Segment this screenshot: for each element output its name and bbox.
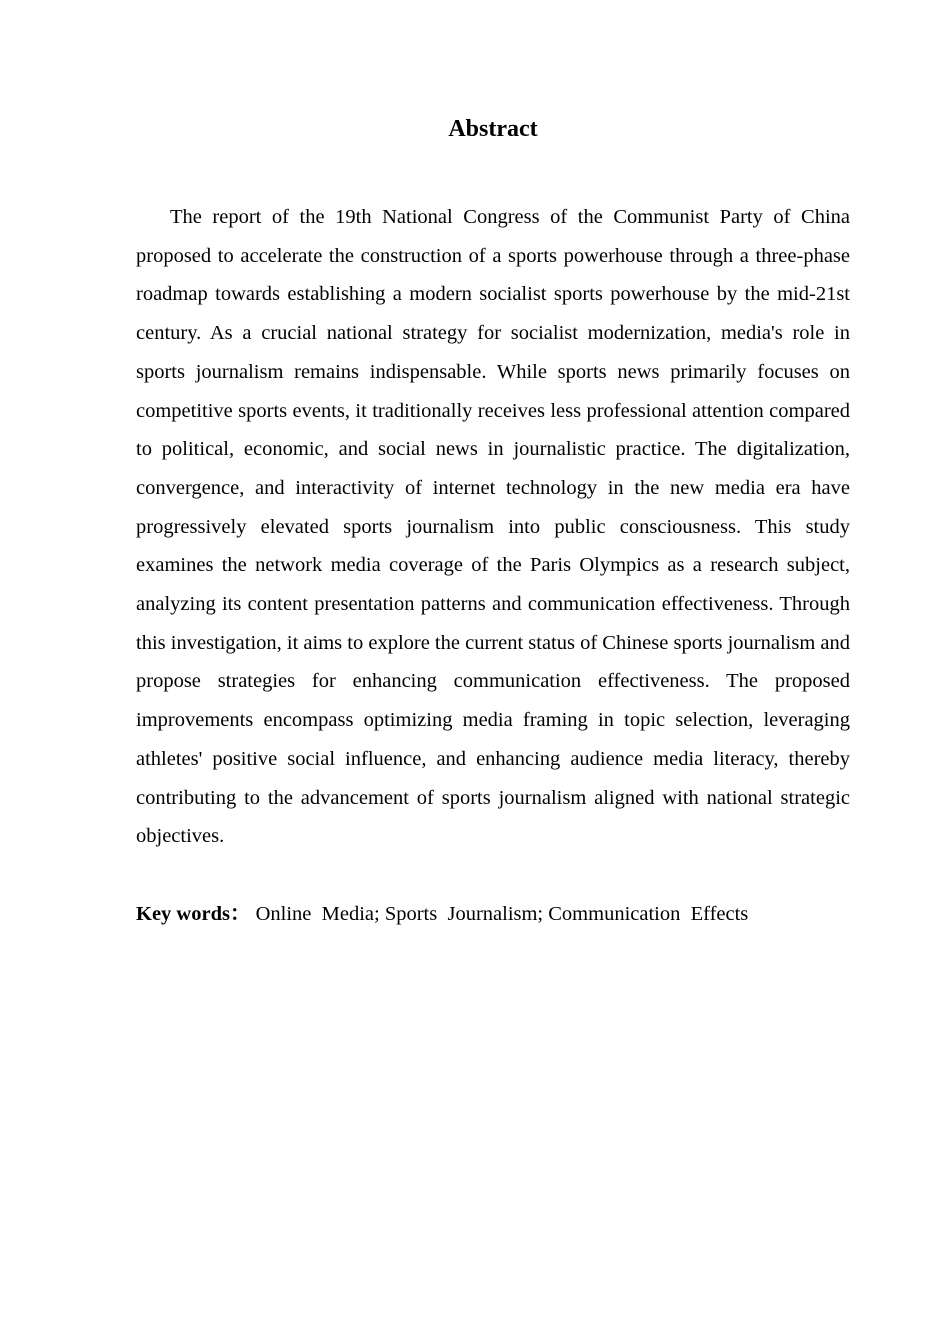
keywords-list: Online Media; Sports Journalism; Communication Effects bbox=[250, 903, 749, 925]
abstract-paragraph: The report of the 19th National Congress of the Communist Party of China proposed to accelerate the construction of a sports powerhouse through a three-phase roadmap towards establishing a modern socialist sports powerhouse by the mid-21st century. As a crucial national strategy for socialist modernization, media's role in sports journalism remains indispensable. While sports news primarily focuses on competitive sports events, it traditionally receives less professional attention compared to political, economic, and social news in journalistic practice. The digitalization, convergence, and interactivity of internet technology in the new media era have progressively elevated sports journalism into public consciousness. This study examines the network media coverage of the Paris Olympics as a research subject, analyzing its content presentation patterns and communication effectiveness. Through this investigation, it aims to explore the current status of Chinese sports journalism and propose strategies for enhancing communication effectiveness. The proposed improvements encompass optimizing media framing in topic selection, leveraging athletes' positive social influence, and enhancing audience media literacy, thereby contributing to the advancement of sports journalism aligned with national strategic objectives. bbox=[136, 206, 850, 848]
keywords-line bbox=[136, 896, 850, 926]
abstract-title: Abstract bbox=[448, 116, 538, 142]
keywords-label: Key words： bbox=[136, 903, 251, 925]
